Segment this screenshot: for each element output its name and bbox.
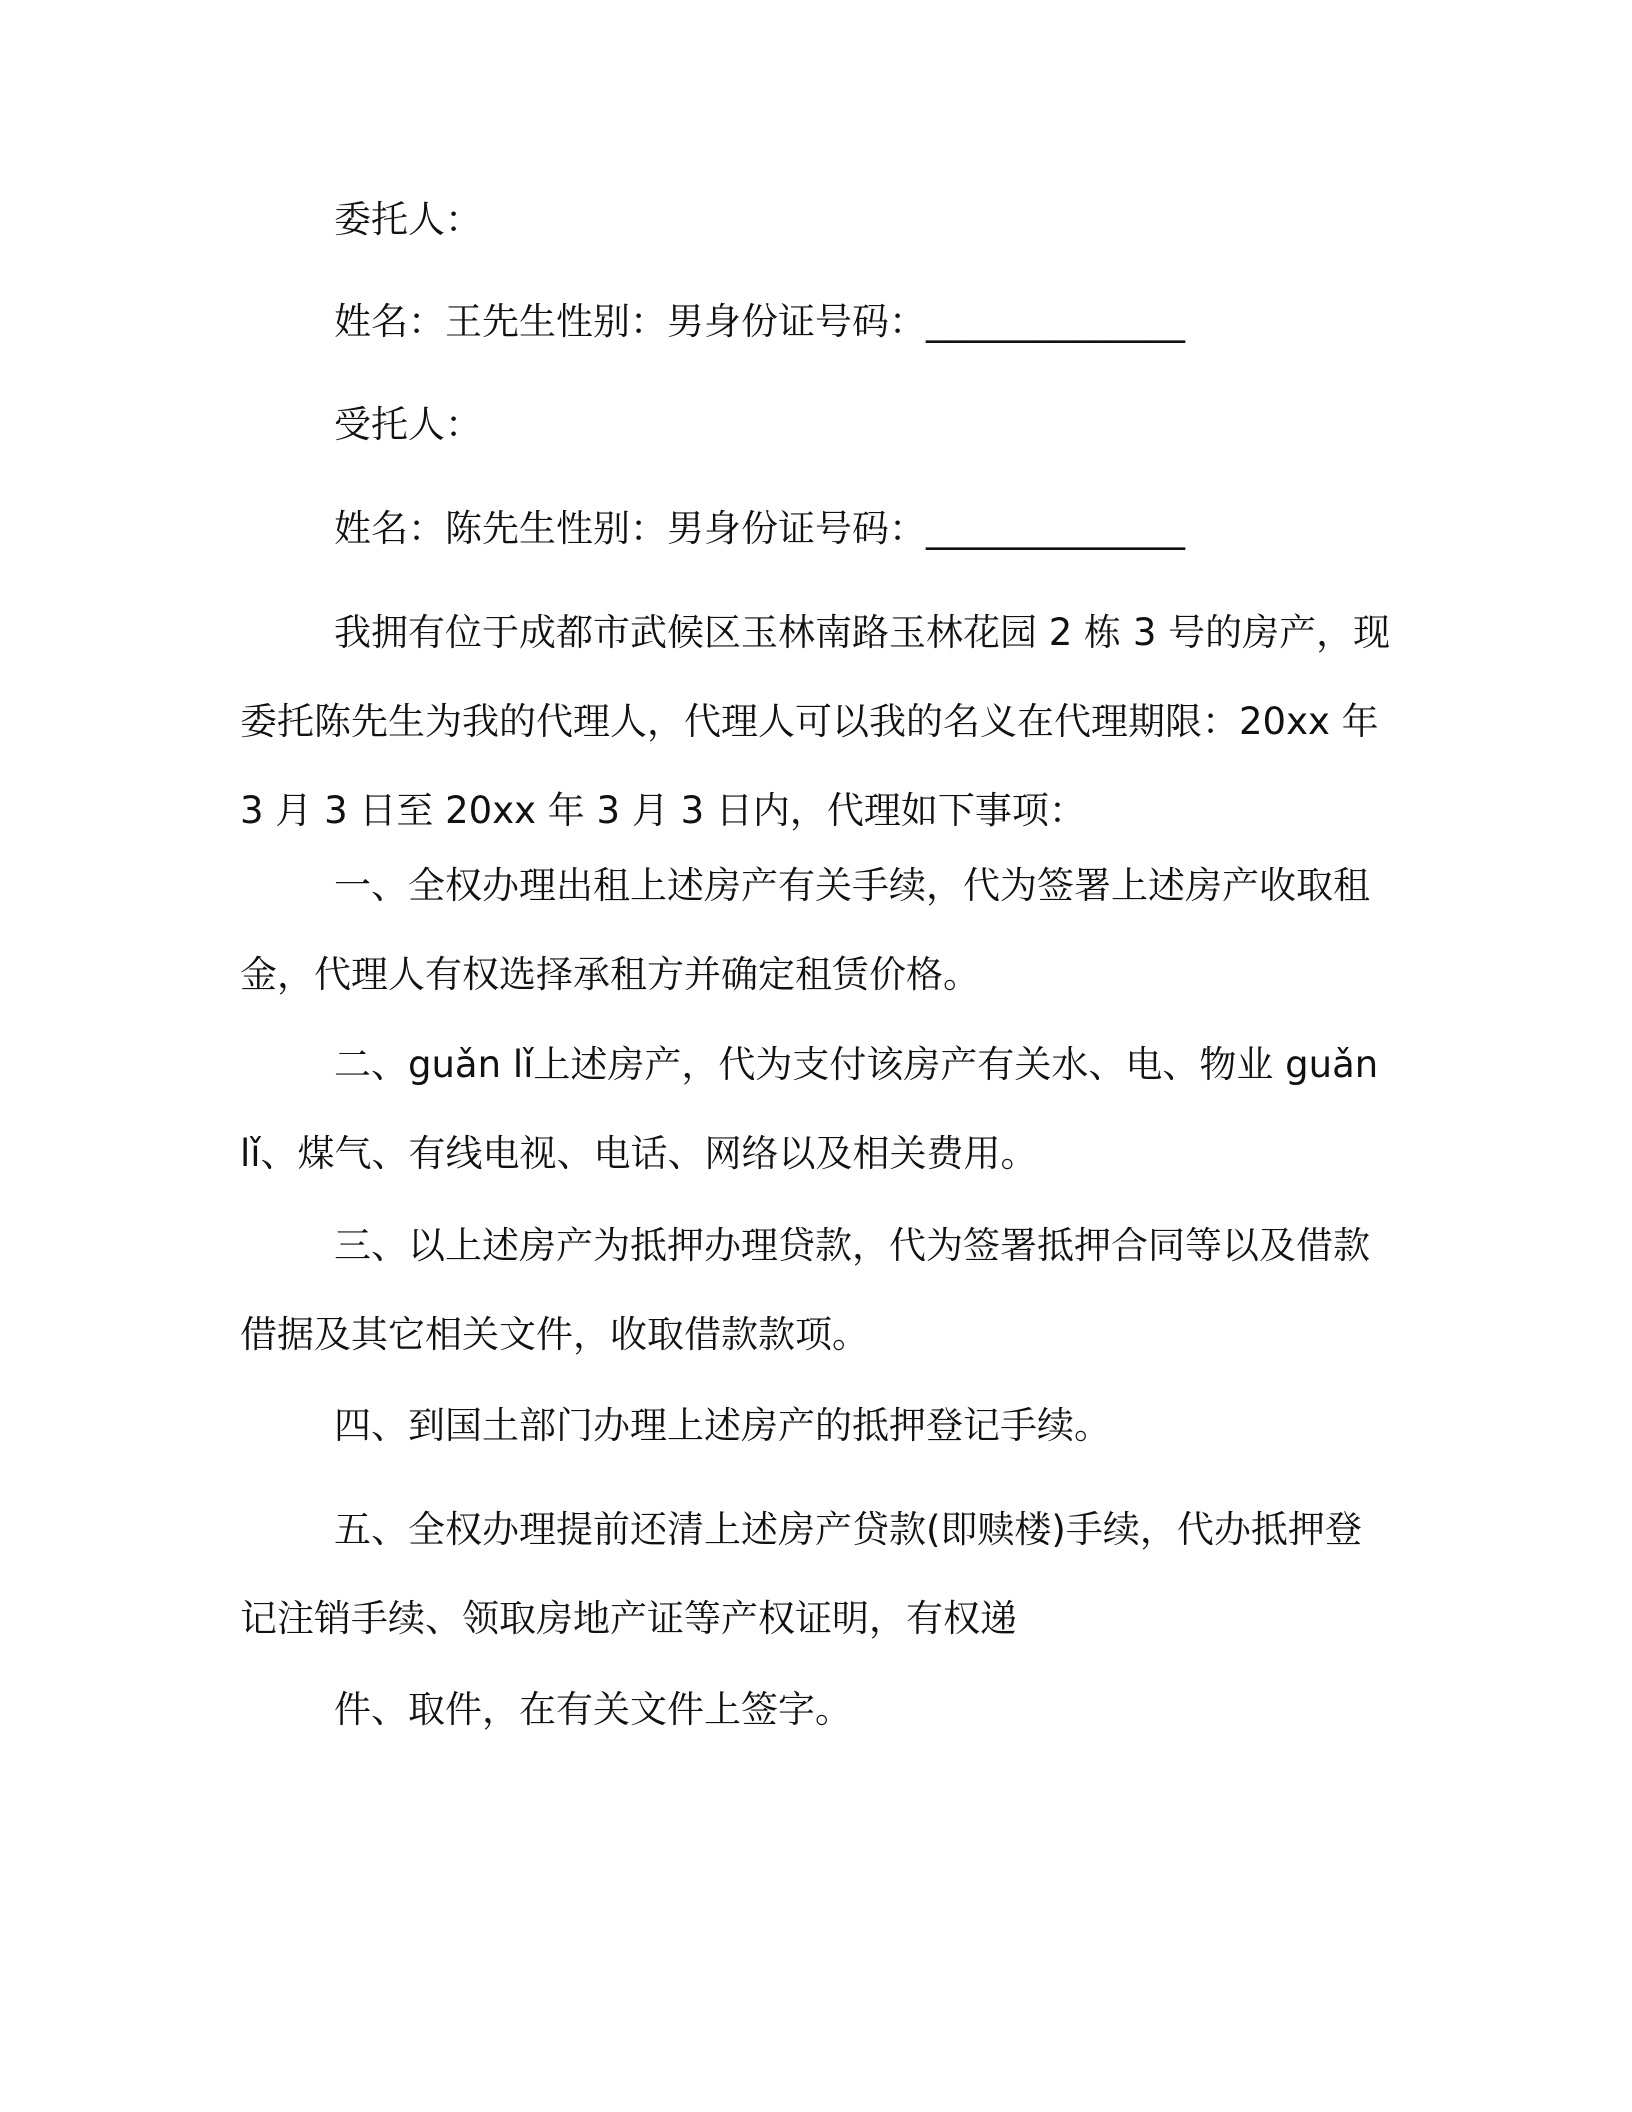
agent-info: 姓名：陈先生性别：男身份证号码：______________ (334, 507, 1185, 550)
item-5-line: 记注销手续、领取房地产证等产权证明，有权递 (240, 1597, 1017, 1640)
item-2-line: lǐ、煤气、有线电视、电话、网络以及相关费用。 (240, 1132, 1038, 1175)
item-3-paragraph (240, 1201, 1380, 1379)
intro-line: 我拥有位于成都市武候区玉林南路玉林花园 2 栋 3 号的房产，现 (334, 611, 1391, 654)
intro-paragraph (240, 588, 1391, 855)
item-2-paragraph (240, 1020, 1380, 1198)
item-1-paragraph (240, 841, 1380, 1019)
intro-line: 委托陈先生为我的代理人，代理人可以我的名义在代理期限：20xx 年 (240, 700, 1379, 743)
item-2-line: 二、guǎn lǐ上述房产，代为支付该房产有关水、电、物业 guǎn (334, 1043, 1379, 1086)
item-3-line: 借据及其它相关文件，收取借款款项。 (240, 1313, 869, 1356)
item-3-line: 三、以上述房产为抵押办理贷款，代为签署抵押合同等以及借款 (334, 1224, 1370, 1267)
item-5-paragraph (240, 1485, 1380, 1663)
item-1-line: 一、全权办理出租上述房产有关手续，代为签署上述房产收取租 (334, 864, 1370, 907)
item-5-continuation: 件、取件，在有关文件上签字。 (334, 1688, 852, 1731)
principal-heading: 委托人： (334, 198, 482, 241)
item-1-line: 金，代理人有权选择承租方并确定租赁价格。 (240, 953, 980, 996)
agent-heading: 受托人： (334, 403, 482, 446)
item-4-paragraph: 四、到国土部门办理上述房产的抵押登记手续。 (334, 1404, 1111, 1447)
item-5-line: 五、全权办理提前还清上述房产贷款(即赎楼)手续，代办抵押登 (334, 1508, 1362, 1551)
principal-info: 姓名：王先生性别：男身份证号码：______________ (334, 300, 1185, 343)
intro-line: 3 月 3 日至 20xx 年 3 月 3 日内，代理如下事项： (240, 789, 1086, 832)
